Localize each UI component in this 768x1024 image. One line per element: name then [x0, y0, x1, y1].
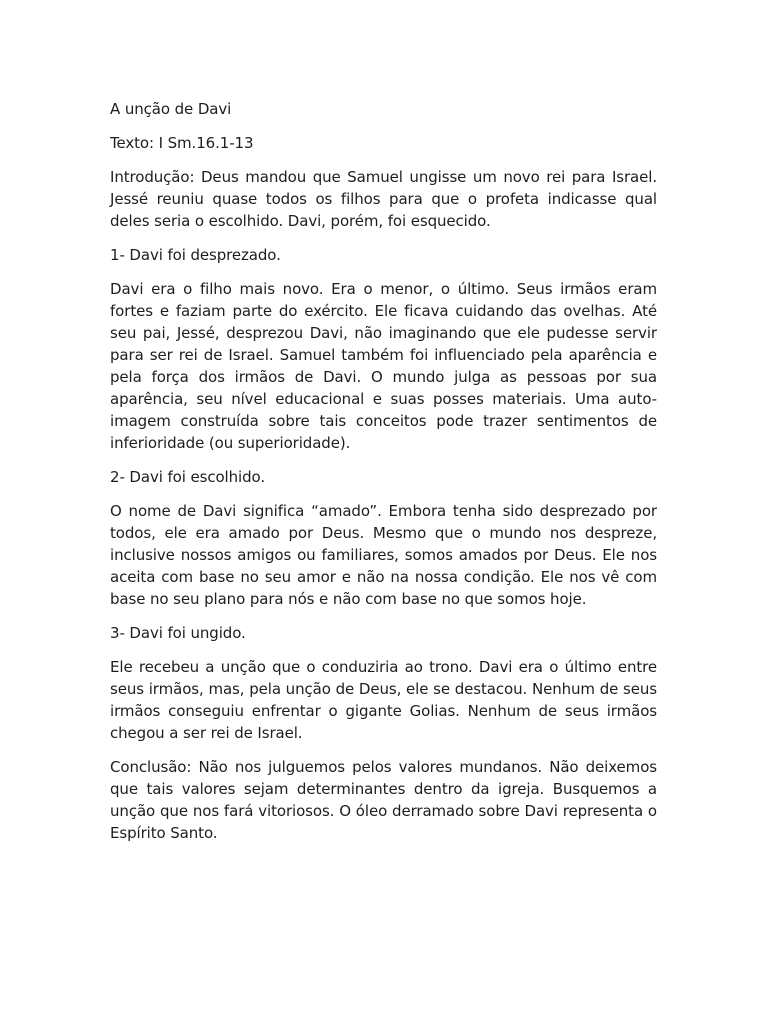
section-heading-3: 3- Davi foi ungido.	[110, 624, 246, 642]
document-title: A unção de Davi	[110, 100, 232, 118]
section-body-1: Davi era o filho mais novo. Era o menor, o último. Seus irmãos eram fortes e faziam parte do exército. Ele ficava cuidando das ovelhas. Até seu pai, Jessé, desprezou Davi, não imaginando que ele pudesse servir para ser rei de Israel. Samuel também foi influenciado pela aparência e pela força dos irmãos de Davi. O mundo julga as pessoas por sua aparência, seu nível educacional e suas posses materiais. Uma auto-imagem construída sobre tais conceitos pode trazer sentimentos de inferioridade (ou superioridade).	[110, 280, 657, 452]
section-body-3: Ele recebeu a unção que o conduziria ao trono. Davi era o último entre seus irmãos, mas, pela unção de Deus, ele se destacou. Nenhum de seus irmãos conseguiu enfrentar o gigante Golias. Nenhum de seus irmãos chegou a ser rei de Israel.	[110, 658, 657, 742]
conclusion-paragraph: Conclusão: Não nos julguemos pelos valores mundanos. Não deixemos que tais valores sejam determinantes dentro da igreja. Busquemos a unção que nos fará vitoriosos. O óleo derramado sobre Davi representa o Espírito Santo.	[110, 758, 657, 842]
document-page	[110, 98, 657, 844]
section-heading-2: 2- Davi foi escolhido.	[110, 468, 265, 486]
scripture-reference: Texto: I Sm.16.1-13	[110, 134, 254, 152]
section-body-2: O nome de Davi significa “amado”. Embora tenha sido desprezado por todos, ele era amado por Deus. Mesmo que o mundo nos despreze, inclusive nossos amigos ou familiares, somos amados por Deus. Ele nos aceita com base no seu amor e não na nossa condição. Ele nos vê com base no seu plano para nós e não com base no que somos hoje.	[110, 502, 657, 608]
introduction-paragraph: Introdução: Deus mandou que Samuel ungisse um novo rei para Israel. Jessé reuniu quase todos os filhos para que o profeta indicasse qual deles seria o escolhido. Davi, porém, foi esquecido.	[110, 168, 657, 230]
section-heading-1: 1- Davi foi desprezado.	[110, 246, 281, 264]
